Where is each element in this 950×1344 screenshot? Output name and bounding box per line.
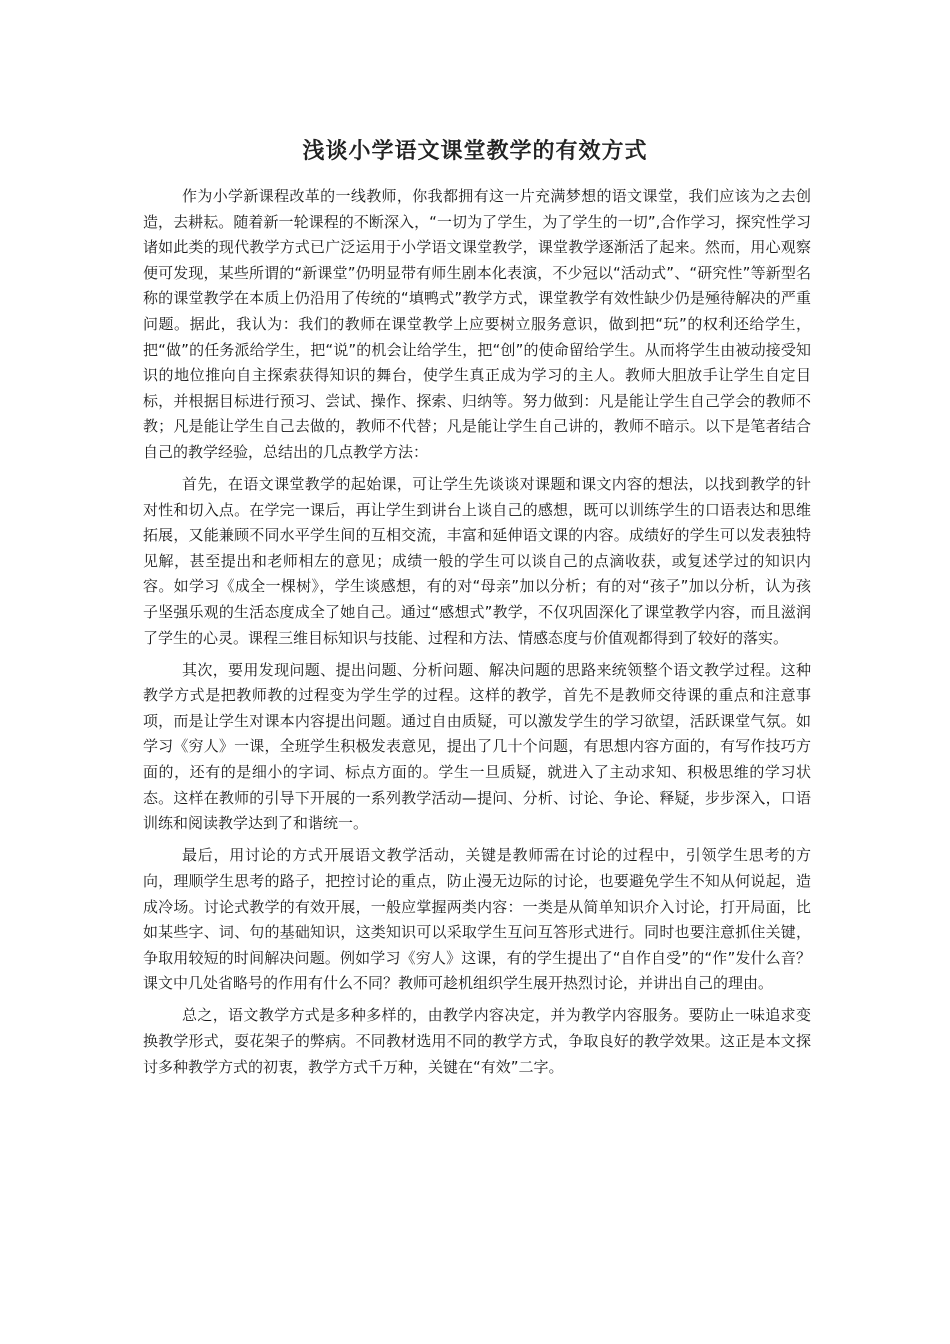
paragraph-second: 其次，要用发现问题、提出问题、分析问题、解决问题的思路来统领整个语文教学过程。这种教学方式是把教师教的过程变为学生学的过程。这样的教学，首先不是教师交待课的重点和注意事项，而是让学生对课本内容提出问题。通过自由质疑，可以激发学生的学习欲望，活跃课堂气氛。如学习《穷人》一课，全班学生积极发表意见，提出了几十个问题，有思想内容方面的，有写作技巧方面的，还有的是细小的字词、标点方面的。学生一旦质疑，就进入了主动求知、积极思维的学习状态。这样在教师的引导下开展的一系列教学活动—提问、分析、讨论、争论、释疑，步步深入，口语训练和阅读教学达到了和谐统一。 [143, 660, 811, 833]
paragraph-intro: 作为小学新课程改革的一线教师，你我都拥有这一片充满梦想的语文课堂，我们应该为之去创造，去耕耘。随着新一轮课程的不断深入，“一切为了学生，为了学生的一切”,合作学习，探究性学习诸如此类的现代教学方式已广泛运用于小学语文课堂教学，课堂教学逐渐活了起来。然而，用心观察便可发现，某些所谓的“新课堂”仍明显带有师生剧本化表演，不少冠以“活动式”、“研究性”等新型名称的课堂教学在本质上仍沿用了传统的“填鸭式”教学方式，课堂教学有效性缺少仍是殛待解决的严重问题。据此，我认为：我们的教师在课堂教学上应要树立服务意识，做到把“玩”的权利还给学生，把“做”的任务派给学生，把“说”的机会让给学生，把“创”的使命留给学生。从而将学生由被动接受知识的地位推向自主探索获得知识的舞台，使学生真正成为学习的主人。教师大胆放手让学生自定目标，并根据目标进行预习、尝试、操作、探索、归纳等。努力做到：凡是能让学生自己学会的教师不教；凡是能让学生自己去做的，教师不代替；凡是能让学生自己讲的，教师不暗示。以下是笔者结合自己的教学经验，总结出的几点教学方法： [143, 187, 811, 461]
paragraph-last: 最后，用讨论的方式开展语文教学活动，关键是教师需在讨论的过程中，引领学生思考的方向，理顺学生思考的路子，把控讨论的重点，防止漫无边际的讨论，也要避免学生不知从何说起，造成冷场。讨论式教学的有效开展，一般应掌握两类内容：一类是从简单知识介入讨论，打开局面，比如某些字、词、句的基础知识，这类知识可以采取学生互问互答形式进行。同时也要注意抓住关键，争取用较短的时间解决问题。例如学习《穷人》这课，有的学生提出了“自作自受”的“作”发什么音？课文中几处省略号的作用有什么不同？教师可趁机组织学生展开热烈讨论，并讲出自己的理由。 [143, 846, 811, 993]
paragraph-conclusion: 总之，语文教学方式是多种多样的，由教学内容决定，并为教学内容服务。要防止一味追求变换教学形式，耍花架子的弊病。不同教材选用不同的教学方式，争取良好的教学效果。这正是本文探讨多种教学方式的初衷，教学方式千万种，关键在“有效”二字。 [143, 1006, 811, 1076]
paragraph-first: 首先，在语文课堂教学的起始课，可让学生先谈谈对课题和课文内容的想法，以找到教学的针对性和切入点。在学完一课后，再让学生到讲台上谈自己的感想，既可以训练学生的口语表达和思维拓展，又能兼顾不同水平学生间的互相交流，丰富和延伸语文课的内容。成绩好的学生可以发表独特见解，甚至提出和老师相左的意见；成绩一般的学生可以谈自己的点滴收获，或复述学过的知识内容。如学习《成全一棵树》，学生谈感想，有的对“母亲”加以分析；有的对“孩子”加以分析，认为孩子坚强乐观的生活态度成全了她自己。通过“感想式”教学，不仅巩固深化了课堂教学内容，而且滋润了学生的心灵。课程三维目标知识与技能、过程和方法、情感态度与价值观都得到了较好的落实。 [143, 475, 811, 647]
document-body [143, 184, 811, 1087]
document-title: 浅谈小学语文课堂教学的有效方式 [302, 138, 648, 164]
